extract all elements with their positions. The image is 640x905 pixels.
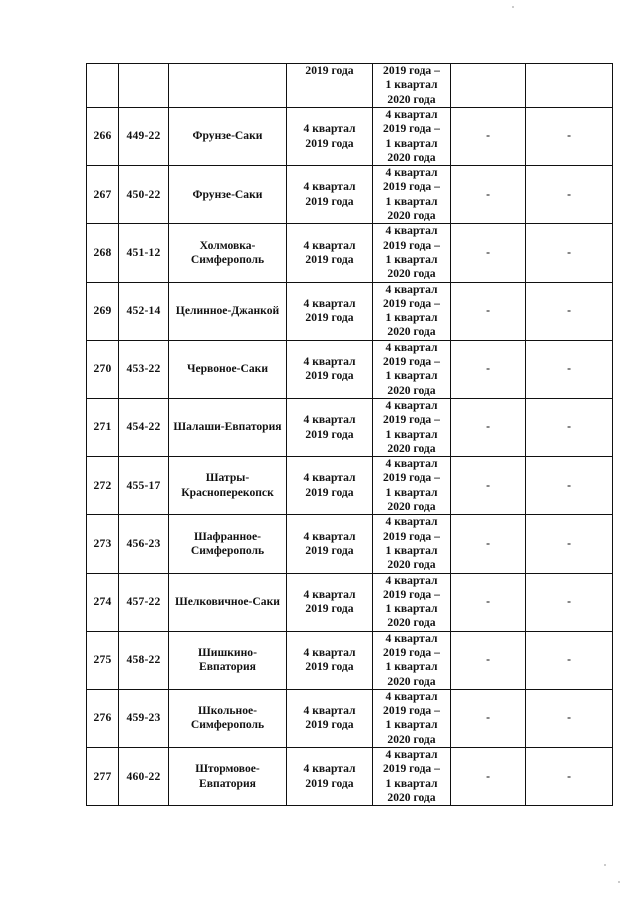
cell-route	[169, 64, 287, 108]
cell-route: Холмовка- Симферополь	[169, 224, 287, 282]
cell-col6	[451, 64, 526, 108]
cell-route: Фрунзе-Саки	[169, 166, 287, 224]
table-row	[87, 340, 613, 398]
cell-col7: -	[526, 108, 613, 166]
cell-end-period: 2019 года – 1 квартал 2020 года	[373, 64, 451, 108]
cell-num: 272	[87, 457, 119, 515]
cell-col7: -	[526, 224, 613, 282]
cell-code: 453-22	[119, 340, 169, 398]
cell-end-period: 4 квартал 2019 года – 1 квартал 2020 года	[373, 398, 451, 456]
cell-col7: -	[526, 631, 613, 689]
cell-code: 459-23	[119, 689, 169, 747]
cell-route: Шалаши-Евпатория	[169, 398, 287, 456]
cell-col7: -	[526, 340, 613, 398]
cell-col7: -	[526, 573, 613, 631]
cell-end-period: 4 квартал 2019 года – 1 квартал 2020 года	[373, 457, 451, 515]
cell-start-period: 2019 года	[287, 64, 373, 108]
cell-code: 458-22	[119, 631, 169, 689]
cell-route: Шишкино- Евпатория	[169, 631, 287, 689]
cell-num: 276	[87, 689, 119, 747]
cell-num	[87, 64, 119, 108]
cell-col7	[526, 64, 613, 108]
cell-route: Шафранное- Симферополь	[169, 515, 287, 573]
table-row	[87, 689, 613, 747]
cell-end-period: 4 квартал 2019 года – 1 квартал 2020 года	[373, 340, 451, 398]
scan-speck	[512, 6, 514, 8]
cell-code: 456-23	[119, 515, 169, 573]
cell-start-period: 4 квартал 2019 года	[287, 166, 373, 224]
scan-speck	[604, 864, 606, 866]
cell-col7: -	[526, 166, 613, 224]
cell-route: Шатры- Красноперекопск	[169, 457, 287, 515]
cell-col6: -	[451, 340, 526, 398]
cell-col6: -	[451, 224, 526, 282]
cell-code: 454-22	[119, 398, 169, 456]
cell-start-period: 4 квартал 2019 года	[287, 224, 373, 282]
cell-end-period: 4 квартал 2019 года – 1 квартал 2020 года	[373, 631, 451, 689]
cell-end-period: 4 квартал 2019 года – 1 квартал 2020 года	[373, 282, 451, 340]
cell-col6: -	[451, 748, 526, 806]
table-row	[87, 224, 613, 282]
cell-num: 275	[87, 631, 119, 689]
cell-col7: -	[526, 282, 613, 340]
cell-code: 450-22	[119, 166, 169, 224]
table-row	[87, 573, 613, 631]
cell-start-period: 4 квартал 2019 года	[287, 515, 373, 573]
cell-start-period: 4 квартал 2019 года	[287, 631, 373, 689]
cell-col6: -	[451, 282, 526, 340]
table-row	[87, 166, 613, 224]
cell-route: Школьное- Симферополь	[169, 689, 287, 747]
cell-code: 452-14	[119, 282, 169, 340]
table-row	[87, 457, 613, 515]
cell-code: 460-22	[119, 748, 169, 806]
cell-route: Шелковичное-Саки	[169, 573, 287, 631]
cell-col7: -	[526, 515, 613, 573]
table-row	[87, 515, 613, 573]
cell-col6: -	[451, 573, 526, 631]
schedule-table	[86, 63, 613, 806]
table-row	[87, 748, 613, 806]
cell-start-period: 4 квартал 2019 года	[287, 457, 373, 515]
cell-end-period: 4 квартал 2019 года – 1 квартал 2020 года	[373, 748, 451, 806]
cell-start-period: 4 квартал 2019 года	[287, 108, 373, 166]
table-body	[87, 64, 613, 806]
cell-num: 267	[87, 166, 119, 224]
cell-end-period: 4 квартал 2019 года – 1 квартал 2020 года	[373, 108, 451, 166]
cell-col7: -	[526, 398, 613, 456]
cell-col6: -	[451, 166, 526, 224]
cell-num: 273	[87, 515, 119, 573]
cell-col6: -	[451, 398, 526, 456]
cell-col7: -	[526, 457, 613, 515]
cell-start-period: 4 квартал 2019 года	[287, 282, 373, 340]
cell-end-period: 4 квартал 2019 года – 1 квартал 2020 года	[373, 573, 451, 631]
cell-route: Целинное-Джанкой	[169, 282, 287, 340]
scan-speck	[618, 881, 620, 883]
cell-start-period: 4 квартал 2019 года	[287, 748, 373, 806]
cell-num: 277	[87, 748, 119, 806]
cell-code: 451-12	[119, 224, 169, 282]
table-row	[87, 108, 613, 166]
cell-num: 268	[87, 224, 119, 282]
table-row	[87, 631, 613, 689]
cell-start-period: 4 квартал 2019 года	[287, 340, 373, 398]
cell-code: 455-17	[119, 457, 169, 515]
cell-num: 274	[87, 573, 119, 631]
cell-end-period: 4 квартал 2019 года – 1 квартал 2020 года	[373, 224, 451, 282]
cell-col7: -	[526, 748, 613, 806]
cell-col6: -	[451, 515, 526, 573]
cell-col6: -	[451, 631, 526, 689]
cell-code	[119, 64, 169, 108]
cell-end-period: 4 квартал 2019 года – 1 квартал 2020 года	[373, 689, 451, 747]
cell-route: Штормовое- Евпатория	[169, 748, 287, 806]
cell-route: Фрунзе-Саки	[169, 108, 287, 166]
cell-start-period: 4 квартал 2019 года	[287, 398, 373, 456]
cell-col6: -	[451, 108, 526, 166]
cell-col7: -	[526, 689, 613, 747]
cell-col6: -	[451, 689, 526, 747]
continuation-row	[87, 64, 613, 108]
table-row	[87, 282, 613, 340]
cell-start-period: 4 квартал 2019 года	[287, 689, 373, 747]
cell-num: 269	[87, 282, 119, 340]
cell-end-period: 4 квартал 2019 года – 1 квартал 2020 года	[373, 166, 451, 224]
cell-num: 266	[87, 108, 119, 166]
cell-code: 457-22	[119, 573, 169, 631]
table-row	[87, 398, 613, 456]
cell-num: 271	[87, 398, 119, 456]
cell-num: 270	[87, 340, 119, 398]
cell-end-period: 4 квартал 2019 года – 1 квартал 2020 года	[373, 515, 451, 573]
cell-code: 449-22	[119, 108, 169, 166]
cell-col6: -	[451, 457, 526, 515]
cell-start-period: 4 квартал 2019 года	[287, 573, 373, 631]
cell-route: Червоное-Саки	[169, 340, 287, 398]
